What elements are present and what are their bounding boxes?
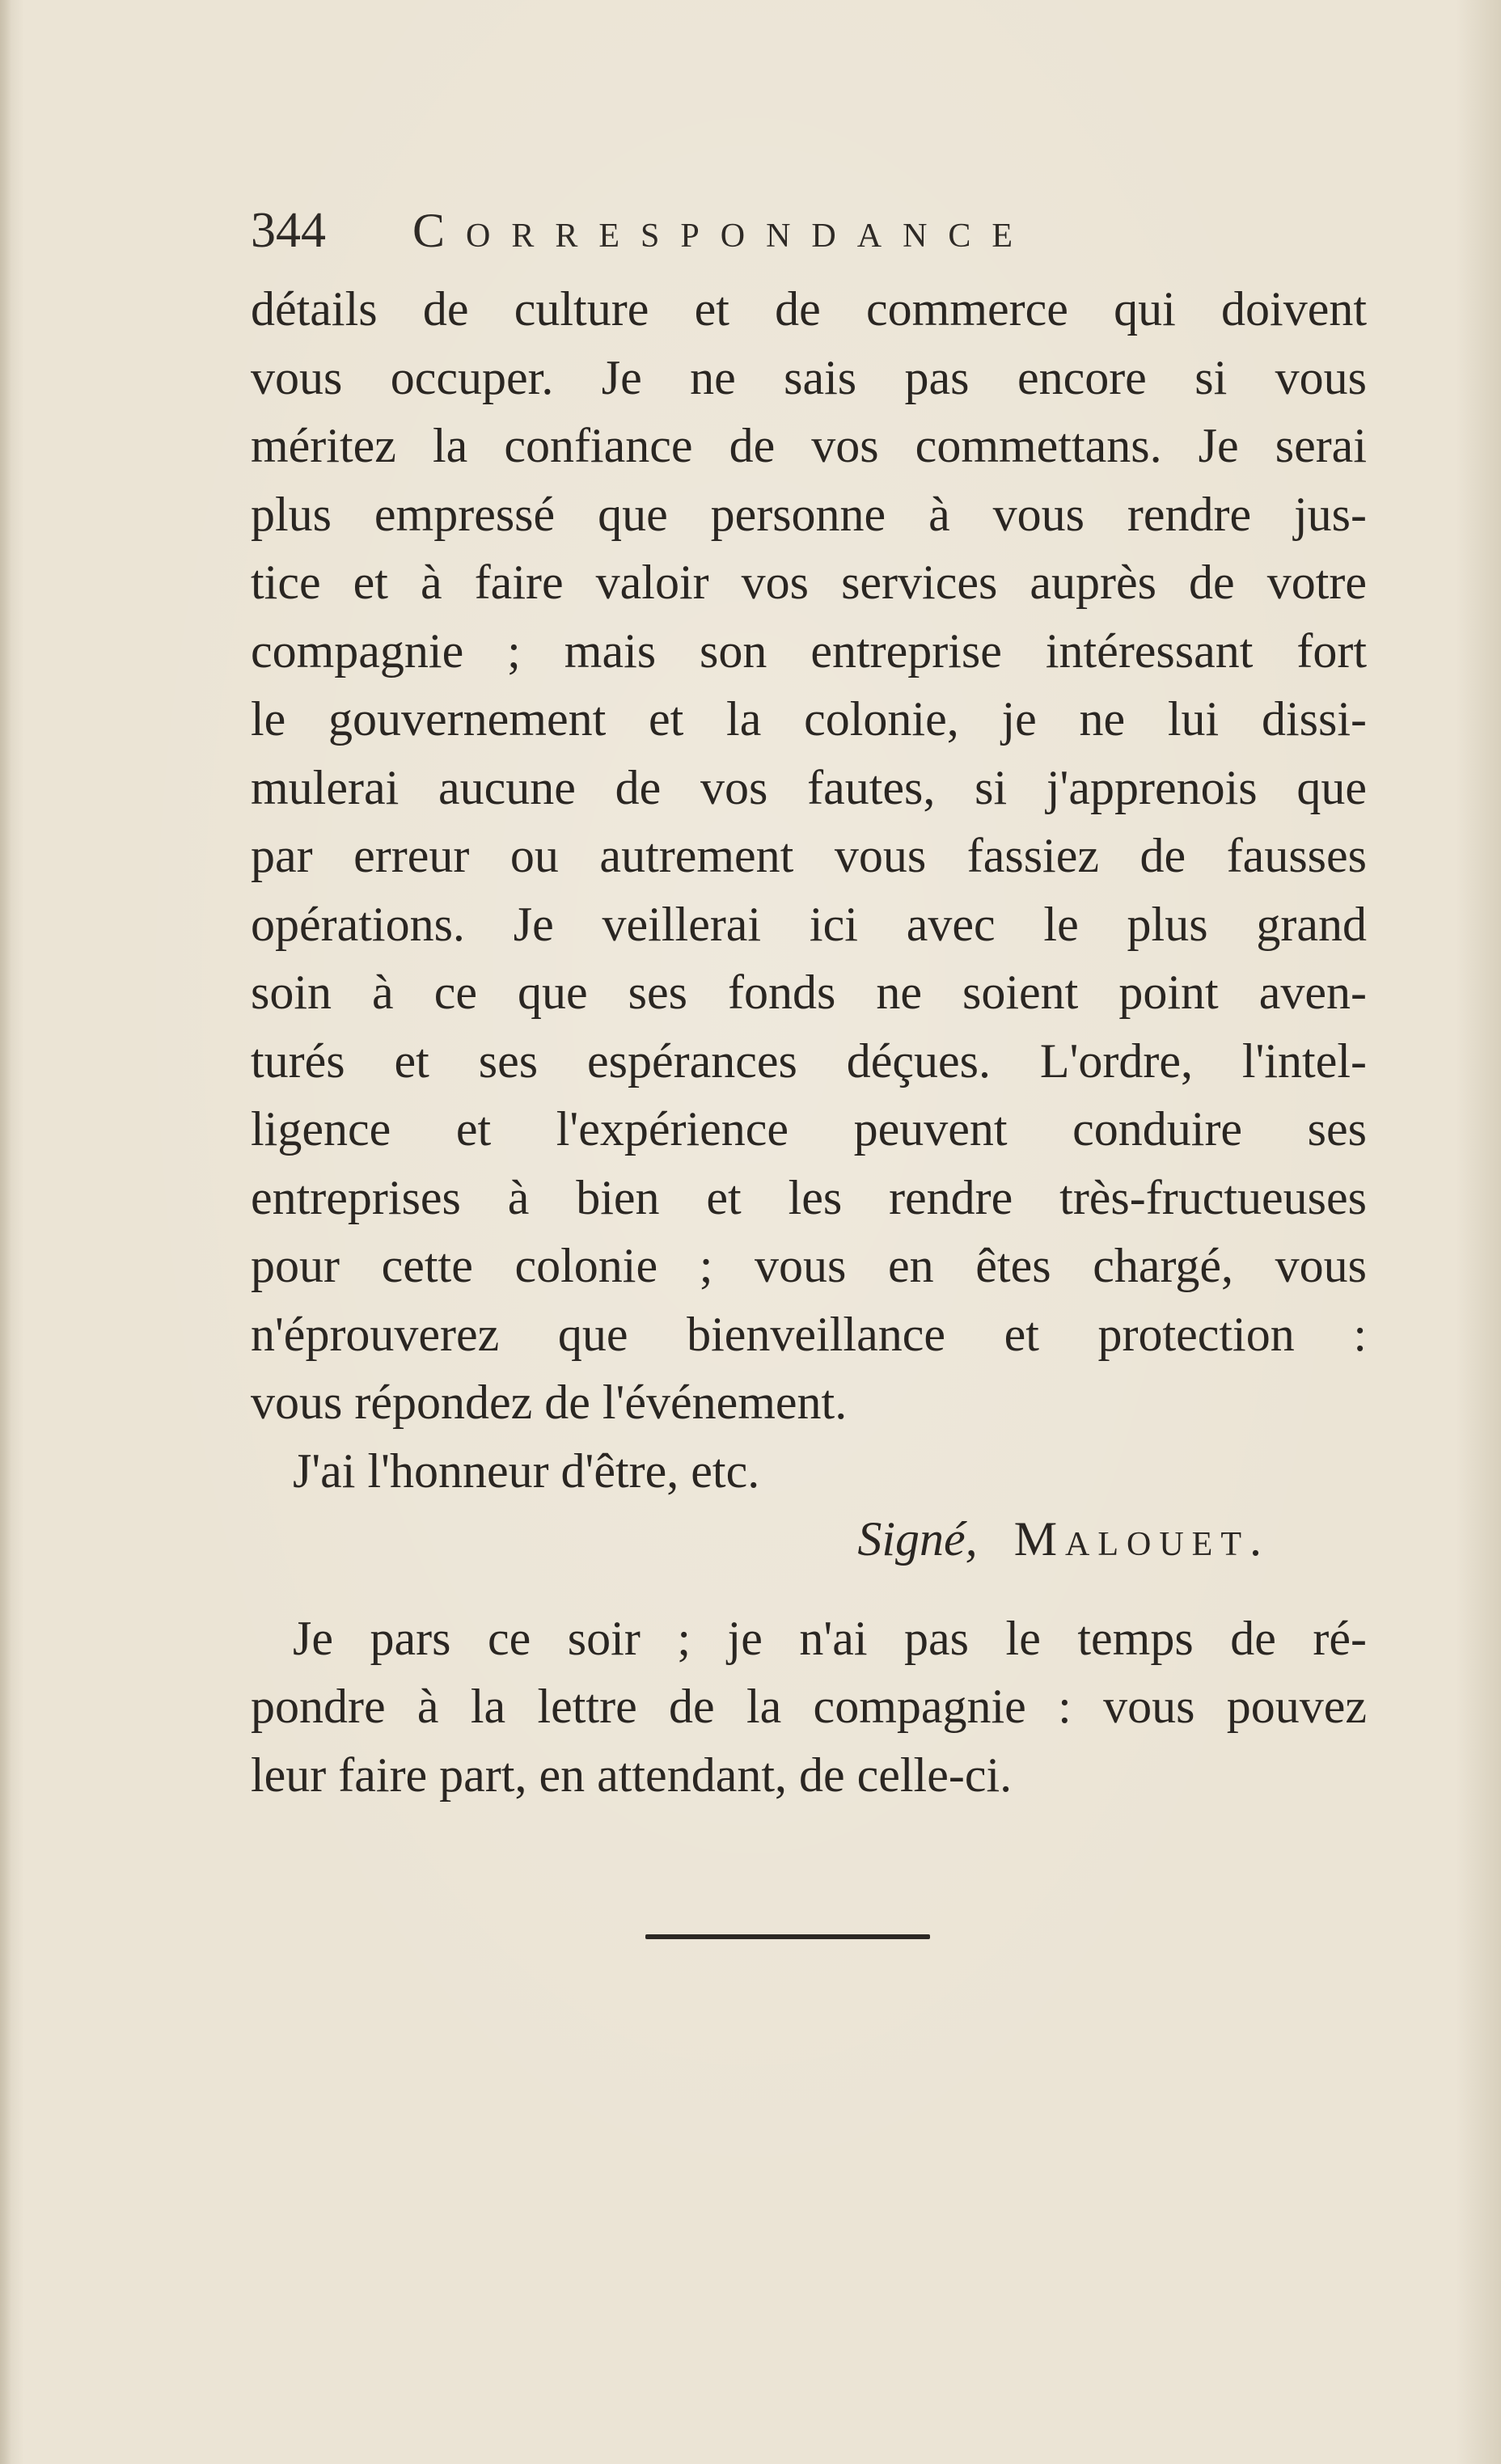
text-line: mulerai aucune de vos fautes, si j'apprenois que bbox=[251, 760, 1367, 814]
text-line: leur faire part, en attendant, de celle-ci. bbox=[251, 1748, 1013, 1802]
text-line: compagnie ; mais son entreprise intéressant fort bbox=[251, 623, 1367, 678]
letter-signature bbox=[251, 1505, 1367, 1574]
text-line: n'éprouverez que bienveillance et protection : bbox=[251, 1307, 1367, 1361]
text-line: pour cette colonie ; vous en êtes chargé, vous bbox=[251, 1239, 1367, 1292]
text-line: soin à ce que ses fonds ne soient point aven- bbox=[251, 966, 1367, 1019]
running-head bbox=[251, 202, 1367, 275]
letter-body bbox=[251, 275, 1367, 1437]
text-line: pondre à la lettre de la compagnie : vous pouvez bbox=[251, 1680, 1367, 1733]
text-line: Je pars ce soir ; je n'ai pas le temps de ré- bbox=[293, 1611, 1367, 1665]
text-line: méritez la confiance de vos commettans. Je serai bbox=[251, 419, 1367, 472]
text-line: turés et ses espérances déçues. L'ordre, l'intel- bbox=[251, 1033, 1367, 1088]
text-line: le gouvernement et la colonie, je ne lui dissi- bbox=[251, 692, 1367, 746]
text-line: vous occuper. Je ne sais pas encore si vous bbox=[251, 350, 1367, 404]
text-line: vous répondez de l'événement. bbox=[251, 1376, 848, 1429]
text-block bbox=[251, 202, 1367, 1809]
text-line: opérations. Je veillerai ici avec le plus grand bbox=[251, 897, 1367, 951]
letter-closing: J'ai l'honneur d'être, etc. bbox=[293, 1443, 760, 1498]
running-title: Correspondance bbox=[412, 204, 1034, 257]
text-line: détails de culture et de commerce qui doivent bbox=[251, 282, 1367, 336]
text-line: tice et à faire valoir vos services auprès de votre bbox=[251, 556, 1367, 609]
text-line: ligence et l'expérience peuvent conduire ses bbox=[251, 1102, 1367, 1156]
text-line: plus empressé que personne à vous rendre jus- bbox=[251, 487, 1367, 541]
text-line: par erreur ou autrement vous fassiez de fausses bbox=[251, 829, 1367, 882]
end-rule bbox=[645, 1934, 930, 1939]
text-line: entreprises à bien et les rendre très-fructueuses bbox=[251, 1170, 1367, 1224]
signature-label: Signé, bbox=[857, 1512, 978, 1566]
page-number: 344 bbox=[251, 203, 326, 258]
postscript bbox=[251, 1604, 1367, 1810]
signature-name: Malouet. bbox=[1013, 1512, 1270, 1566]
